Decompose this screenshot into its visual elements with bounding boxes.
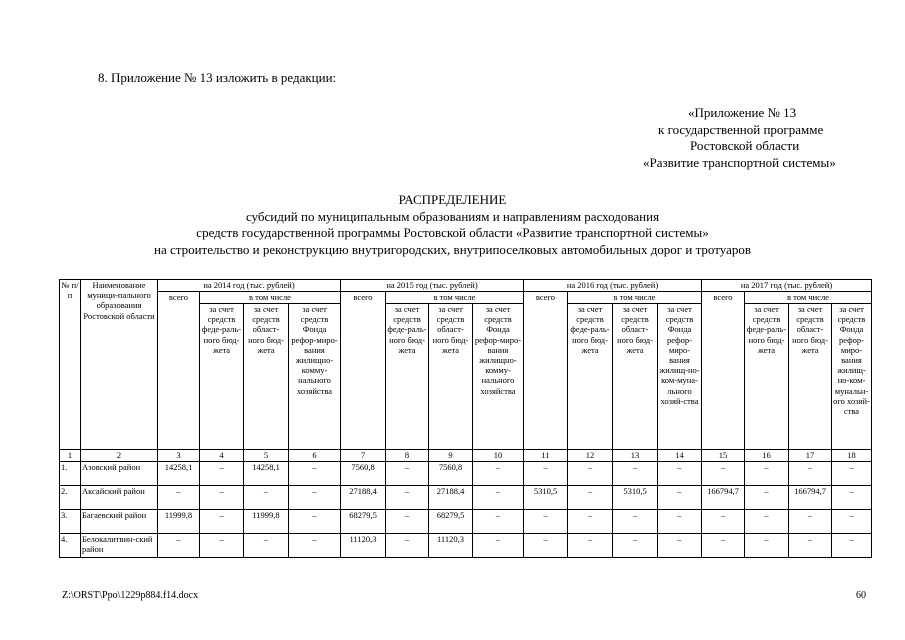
row-district-name: Азовский район	[81, 462, 158, 486]
row-district-name: Белокалитвин-ский район	[81, 534, 158, 558]
column-number-row	[60, 450, 872, 462]
header-total-2014: всего	[158, 292, 200, 450]
title-line-2: средств государственной программы Ростовской области «Развитие транспортной системы»	[196, 225, 709, 240]
header-total-2017: всего	[702, 292, 745, 450]
title-line-3: на строительство и реконструкцию внутригородских, внутрипоселковых автомобильных дорог и тротуаров	[153, 241, 752, 257]
column-number: 4	[200, 450, 244, 462]
row-value: 166794,7	[789, 486, 832, 510]
row-value: –	[568, 510, 613, 534]
row-value: –	[158, 534, 200, 558]
column-number: 12	[568, 450, 613, 462]
header-fund-2014: за счет средств Фонда рефор-миро-вания жилищно-комму-нального хозяйства	[289, 304, 341, 450]
row-value: 27188,4	[429, 486, 473, 510]
header-total-2016: всего	[524, 292, 568, 450]
row-value: 68279,5	[341, 510, 386, 534]
column-number: 15	[702, 450, 745, 462]
table-row	[60, 510, 872, 534]
header-federal-2015: за счет средств феде-раль-ного бюд-жета	[386, 304, 429, 450]
row-number: 3.	[60, 510, 81, 534]
header-regional-2015: за счет средств област-ного бюд-жета	[429, 304, 473, 450]
row-value: 166794,7	[702, 486, 745, 510]
header-including-2017: в том числе	[745, 292, 872, 304]
row-value: 14258,1	[158, 462, 200, 486]
header-fund-2015: за счет средств Фонда рефор-миро-вания жилищно-комму-нального хозяйства	[473, 304, 524, 450]
column-number: 17	[789, 450, 832, 462]
row-value: –	[789, 510, 832, 534]
row-number: 1.	[60, 462, 81, 486]
column-number: 1	[60, 450, 81, 462]
column-number: 7	[341, 450, 386, 462]
row-value: –	[613, 510, 658, 534]
row-value: 7560,8	[429, 462, 473, 486]
header-fund-2017: за счет средств Фонда рефор-миро-вания жилищ-но-ком-мунальн-ого хозяй-ства	[832, 304, 872, 450]
row-value: –	[745, 510, 789, 534]
appendix-line-1: «Приложение № 13	[688, 105, 797, 120]
column-number: 2	[81, 450, 158, 462]
column-number: 5	[244, 450, 289, 462]
header-federal-2016: за счет средств феде-раль-ного бюд-жета	[568, 304, 613, 450]
header-including-2015: в том числе	[386, 292, 524, 304]
row-value: –	[473, 510, 524, 534]
column-number: 6	[289, 450, 341, 462]
row-value: –	[745, 534, 789, 558]
row-value: –	[745, 486, 789, 510]
header-including-2014: в том числе	[200, 292, 341, 304]
row-value: 7560,8	[341, 462, 386, 486]
row-value: 14258,1	[244, 462, 289, 486]
row-value: 5310,5	[613, 486, 658, 510]
row-value: –	[524, 462, 568, 486]
row-value: –	[386, 510, 429, 534]
row-value: –	[244, 534, 289, 558]
row-value: –	[289, 510, 341, 534]
row-value: –	[386, 534, 429, 558]
table-row	[60, 462, 872, 486]
row-value: –	[244, 486, 289, 510]
header-year-2014: на 2014 год (тыс. рублей)	[158, 280, 341, 292]
header-year-2016: на 2016 год (тыс. рублей)	[524, 280, 702, 292]
page-number: 60	[856, 590, 866, 601]
row-value: –	[568, 534, 613, 558]
row-district-name: Аксайский район	[81, 486, 158, 510]
row-value: –	[289, 462, 341, 486]
row-value: –	[386, 486, 429, 510]
subsidy-table	[59, 279, 872, 558]
row-value: –	[832, 510, 872, 534]
header-total-2015: всего	[341, 292, 386, 450]
row-value: –	[702, 510, 745, 534]
row-value: 68279,5	[429, 510, 473, 534]
row-value: –	[832, 534, 872, 558]
column-number: 10	[473, 450, 524, 462]
appendix-line-2: к государственной программе	[658, 121, 824, 137]
row-value: –	[702, 462, 745, 486]
header-regional-2016: за счет средств област-ного бюд-жета	[613, 304, 658, 450]
row-value: –	[832, 486, 872, 510]
row-value: –	[200, 486, 244, 510]
row-number: 2.	[60, 486, 81, 510]
row-value: –	[473, 534, 524, 558]
row-value: –	[789, 534, 832, 558]
header-regional-2014: за счет средств област-ного бюд-жета	[244, 304, 289, 450]
row-value: –	[289, 534, 341, 558]
column-number: 16	[745, 450, 789, 462]
row-value: –	[658, 486, 702, 510]
header-federal-2014: за счет средств феде-раль-ного бюд-жета	[200, 304, 244, 450]
column-number: 18	[832, 450, 872, 462]
row-value: –	[200, 510, 244, 534]
column-number: 13	[613, 450, 658, 462]
row-value: –	[658, 534, 702, 558]
column-number: 8	[386, 450, 429, 462]
row-value: 11999,8	[158, 510, 200, 534]
row-value: –	[702, 534, 745, 558]
header-year-2015: на 2015 год (тыс. рублей)	[341, 280, 524, 292]
header-num: № п/п	[60, 280, 81, 450]
footer-file-path: Z:\ORST\Ppo\1229p884.f14.docx	[62, 590, 199, 601]
title-line-1: субсидий по муниципальным образованиям и направлениям расходования	[245, 208, 660, 224]
row-value: 11120,3	[341, 534, 386, 558]
row-value: –	[568, 462, 613, 486]
header-fund-2016: за счет средств Фонда рефор-миро-вания жилищ-но-ком-муна-льного хозяй-ства	[658, 304, 702, 450]
row-value: –	[613, 534, 658, 558]
row-value: –	[473, 462, 524, 486]
row-value: 27188,4	[341, 486, 386, 510]
row-value: –	[524, 510, 568, 534]
row-value: –	[568, 486, 613, 510]
row-value: –	[658, 510, 702, 534]
row-value: –	[832, 462, 872, 486]
document-title	[0, 192, 905, 258]
row-value: –	[200, 534, 244, 558]
row-value: 5310,5	[524, 486, 568, 510]
row-number: 4.	[60, 534, 81, 558]
header-including-2016: в том числе	[568, 292, 702, 304]
row-value: –	[524, 534, 568, 558]
row-district-name: Багаевский район	[81, 510, 158, 534]
appendix-header	[590, 105, 905, 171]
row-value: –	[289, 486, 341, 510]
row-value: –	[473, 486, 524, 510]
column-number: 9	[429, 450, 473, 462]
column-number: 11	[524, 450, 568, 462]
row-value: –	[745, 462, 789, 486]
table-row	[60, 486, 872, 510]
appendix-line-3: Ростовской области	[690, 138, 800, 153]
row-value: –	[613, 462, 658, 486]
appendix-line-4: «Развитие транспортной системы»	[643, 154, 836, 170]
row-value: –	[158, 486, 200, 510]
row-value: –	[789, 462, 832, 486]
row-value: 11999,8	[244, 510, 289, 534]
column-number: 14	[658, 450, 702, 462]
column-number: 3	[158, 450, 200, 462]
row-value: –	[386, 462, 429, 486]
row-value: 11120,3	[429, 534, 473, 558]
header-name: Наименование муници-пального образования Ростовской области	[81, 280, 158, 450]
table-row	[60, 534, 872, 558]
header-regional-2017: за счет средств област-ного бюд-жета	[789, 304, 832, 450]
title-heading: РАСПРЕДЕЛЕНИЕ	[398, 192, 507, 207]
row-value: –	[658, 462, 702, 486]
header-federal-2017: за счет средств феде-раль-ного бюд-жета	[745, 304, 789, 450]
header-year-2017: на 2017 год (тыс. рублей)	[702, 280, 872, 292]
intro-text: 8. Приложение № 13 изложить в редакции:	[98, 70, 337, 85]
row-value: –	[200, 462, 244, 486]
